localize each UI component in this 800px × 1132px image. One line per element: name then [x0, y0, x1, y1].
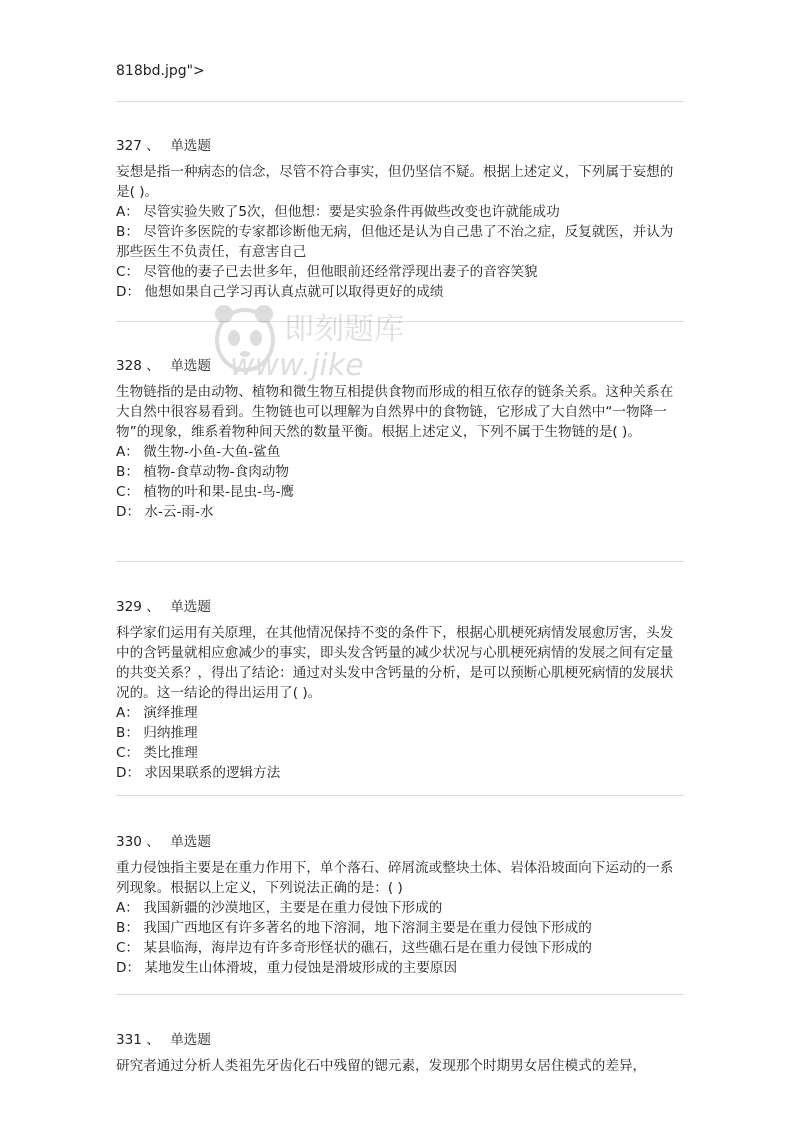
option-d: [116, 763, 686, 783]
question-number: 329 、: [116, 599, 160, 615]
option-b: [116, 462, 686, 482]
divider: [116, 795, 684, 796]
question-stem: 重力侵蚀指主要是在重力作用下，单个落石、碎屑流或整块土体、岩体沿坡面向下运动的一系列现象。根据以上定义，下列说法正确的是：( ): [116, 860, 674, 896]
question-stem: 科学家们运用有关原理，在其他情况保持不变的条件下，根据心肌梗死病情发展愈厉害，头发中的含钙量就相应愈减少的事实，即头发含钙量的减少状况与心肌梗死病情的发展之间有定量的共变关系？，得出了结论：通过对头发中含钙量的分析，是可以预断心肌梗死病情的发展状况的。这一结论的得出运用了( )。: [116, 625, 674, 701]
question-331: [116, 1030, 686, 1076]
question-number: 330 、: [116, 834, 160, 850]
option-b: [116, 723, 686, 743]
divider: [116, 994, 684, 995]
question-header: [116, 597, 686, 617]
question-type: 单选题: [170, 138, 211, 154]
option-text: 求因果联系的逻辑方法: [144, 765, 281, 781]
question-header: [116, 356, 686, 376]
question-type: 单选题: [170, 1032, 211, 1048]
option-d: [116, 958, 686, 978]
option-text: 我国新疆的沙漠地区，主要是在重力侵蚀下形成的: [143, 900, 443, 916]
option-text: 尽管实验失败了5次，但他想：要是实验条件再做些改变也许就能成功: [143, 204, 560, 220]
option-b: [116, 918, 686, 938]
question-stem: 研究者通过分析人类祖先牙齿化石中残留的锶元素，发现那个时期男女居住模式的差异，: [116, 1058, 647, 1074]
option-key: A：: [116, 204, 139, 220]
option-text: 某县临海，海岸边有许多奇形怪状的礁石，这些礁石是在重力侵蚀下形成的: [143, 940, 593, 956]
option-key: D：: [116, 504, 141, 520]
option-key: B：: [116, 920, 139, 936]
option-key: C：: [116, 484, 140, 500]
option-d: [116, 282, 686, 302]
question-type: 单选题: [170, 358, 211, 374]
page-top-fragment: 818bd.jpg">: [116, 63, 205, 79]
option-c: [116, 743, 686, 763]
question-type: 单选题: [170, 599, 211, 615]
option-a: [116, 703, 686, 723]
watermark-url: www.jike: [230, 348, 364, 383]
option-text: 归纳推理: [143, 725, 198, 741]
question-number: 331 、: [116, 1032, 160, 1048]
question-330: [116, 832, 686, 978]
question-header: [116, 832, 686, 852]
option-key: B：: [116, 464, 139, 480]
option-a: [116, 898, 686, 918]
option-c: [116, 262, 686, 282]
option-text: 植物的叶和果-昆虫-鸟-鹰: [143, 484, 295, 500]
option-b: [116, 222, 686, 262]
question-stem: 妄想是指一种病态的信念，尽管不符合事实，但仍坚信不疑。根据上述定义，下列属于妄想的是( )。: [116, 164, 674, 200]
option-c: [116, 482, 686, 502]
option-text: 他想如果自己学习再认真点就可以取得更好的成绩: [144, 284, 444, 300]
question-number: 327 、: [116, 138, 160, 154]
option-a: [116, 442, 686, 462]
option-d: [116, 502, 686, 522]
option-key: C：: [116, 745, 140, 761]
option-text: 尽管他的妻子已去世多年，但他眼前还经常浮现出妻子的音容笑貌: [143, 264, 538, 280]
option-text: 水-云-雨-水: [144, 504, 214, 520]
option-key: C：: [116, 264, 140, 280]
option-key: B：: [116, 725, 139, 741]
option-text: 某地发生山体滑坡，重力侵蚀是滑坡形成的主要原因: [144, 960, 458, 976]
option-key: D：: [116, 284, 141, 300]
option-key: A：: [116, 444, 139, 460]
option-c: [116, 938, 686, 958]
question-header: [116, 1030, 686, 1050]
option-text: 微生物-小鱼-大鱼-鲨鱼: [143, 444, 281, 460]
option-text: 我国广西地区有许多著名的地下溶洞，地下溶洞主要是在重力侵蚀下形成的: [143, 920, 592, 936]
option-key: A：: [116, 900, 139, 916]
question-number: 328 、: [116, 358, 160, 374]
option-key: D：: [116, 765, 141, 781]
question-header: [116, 136, 686, 156]
divider: [116, 561, 684, 562]
option-key: B：: [116, 224, 139, 240]
option-text: 植物-食草动物-食肉动物: [143, 464, 289, 480]
option-key: D：: [116, 960, 141, 976]
option-key: A：: [116, 705, 139, 721]
divider: [116, 321, 684, 322]
question-type: 单选题: [170, 834, 211, 850]
watermark-brand: 即刻题库: [284, 312, 404, 347]
question-329: [116, 597, 686, 783]
option-a: [116, 202, 686, 222]
option-text: 尽管许多医院的专家都诊断他无病，但他还是认为自己患了不治之症，反复就医，并认为那些医生不负责任，有意害自己: [116, 224, 674, 260]
option-key: C：: [116, 940, 140, 956]
question-stem: 生物链指的是由动物、植物和微生物互相提供食物而形成的相互依存的链条关系。这种关系在大自然中很容易看到。生物链也可以理解为自然界中的食物链，它形成了大自然中“一物降一物”的现象，维系着物种间天然的数量平衡。根据上述定义，下列不属于生物链的是( )。: [116, 384, 674, 440]
question-328: [116, 356, 686, 522]
option-text: 类比推理: [143, 745, 198, 761]
question-327: [116, 136, 686, 302]
option-text: 演绎推理: [143, 705, 198, 721]
divider: [116, 101, 684, 102]
